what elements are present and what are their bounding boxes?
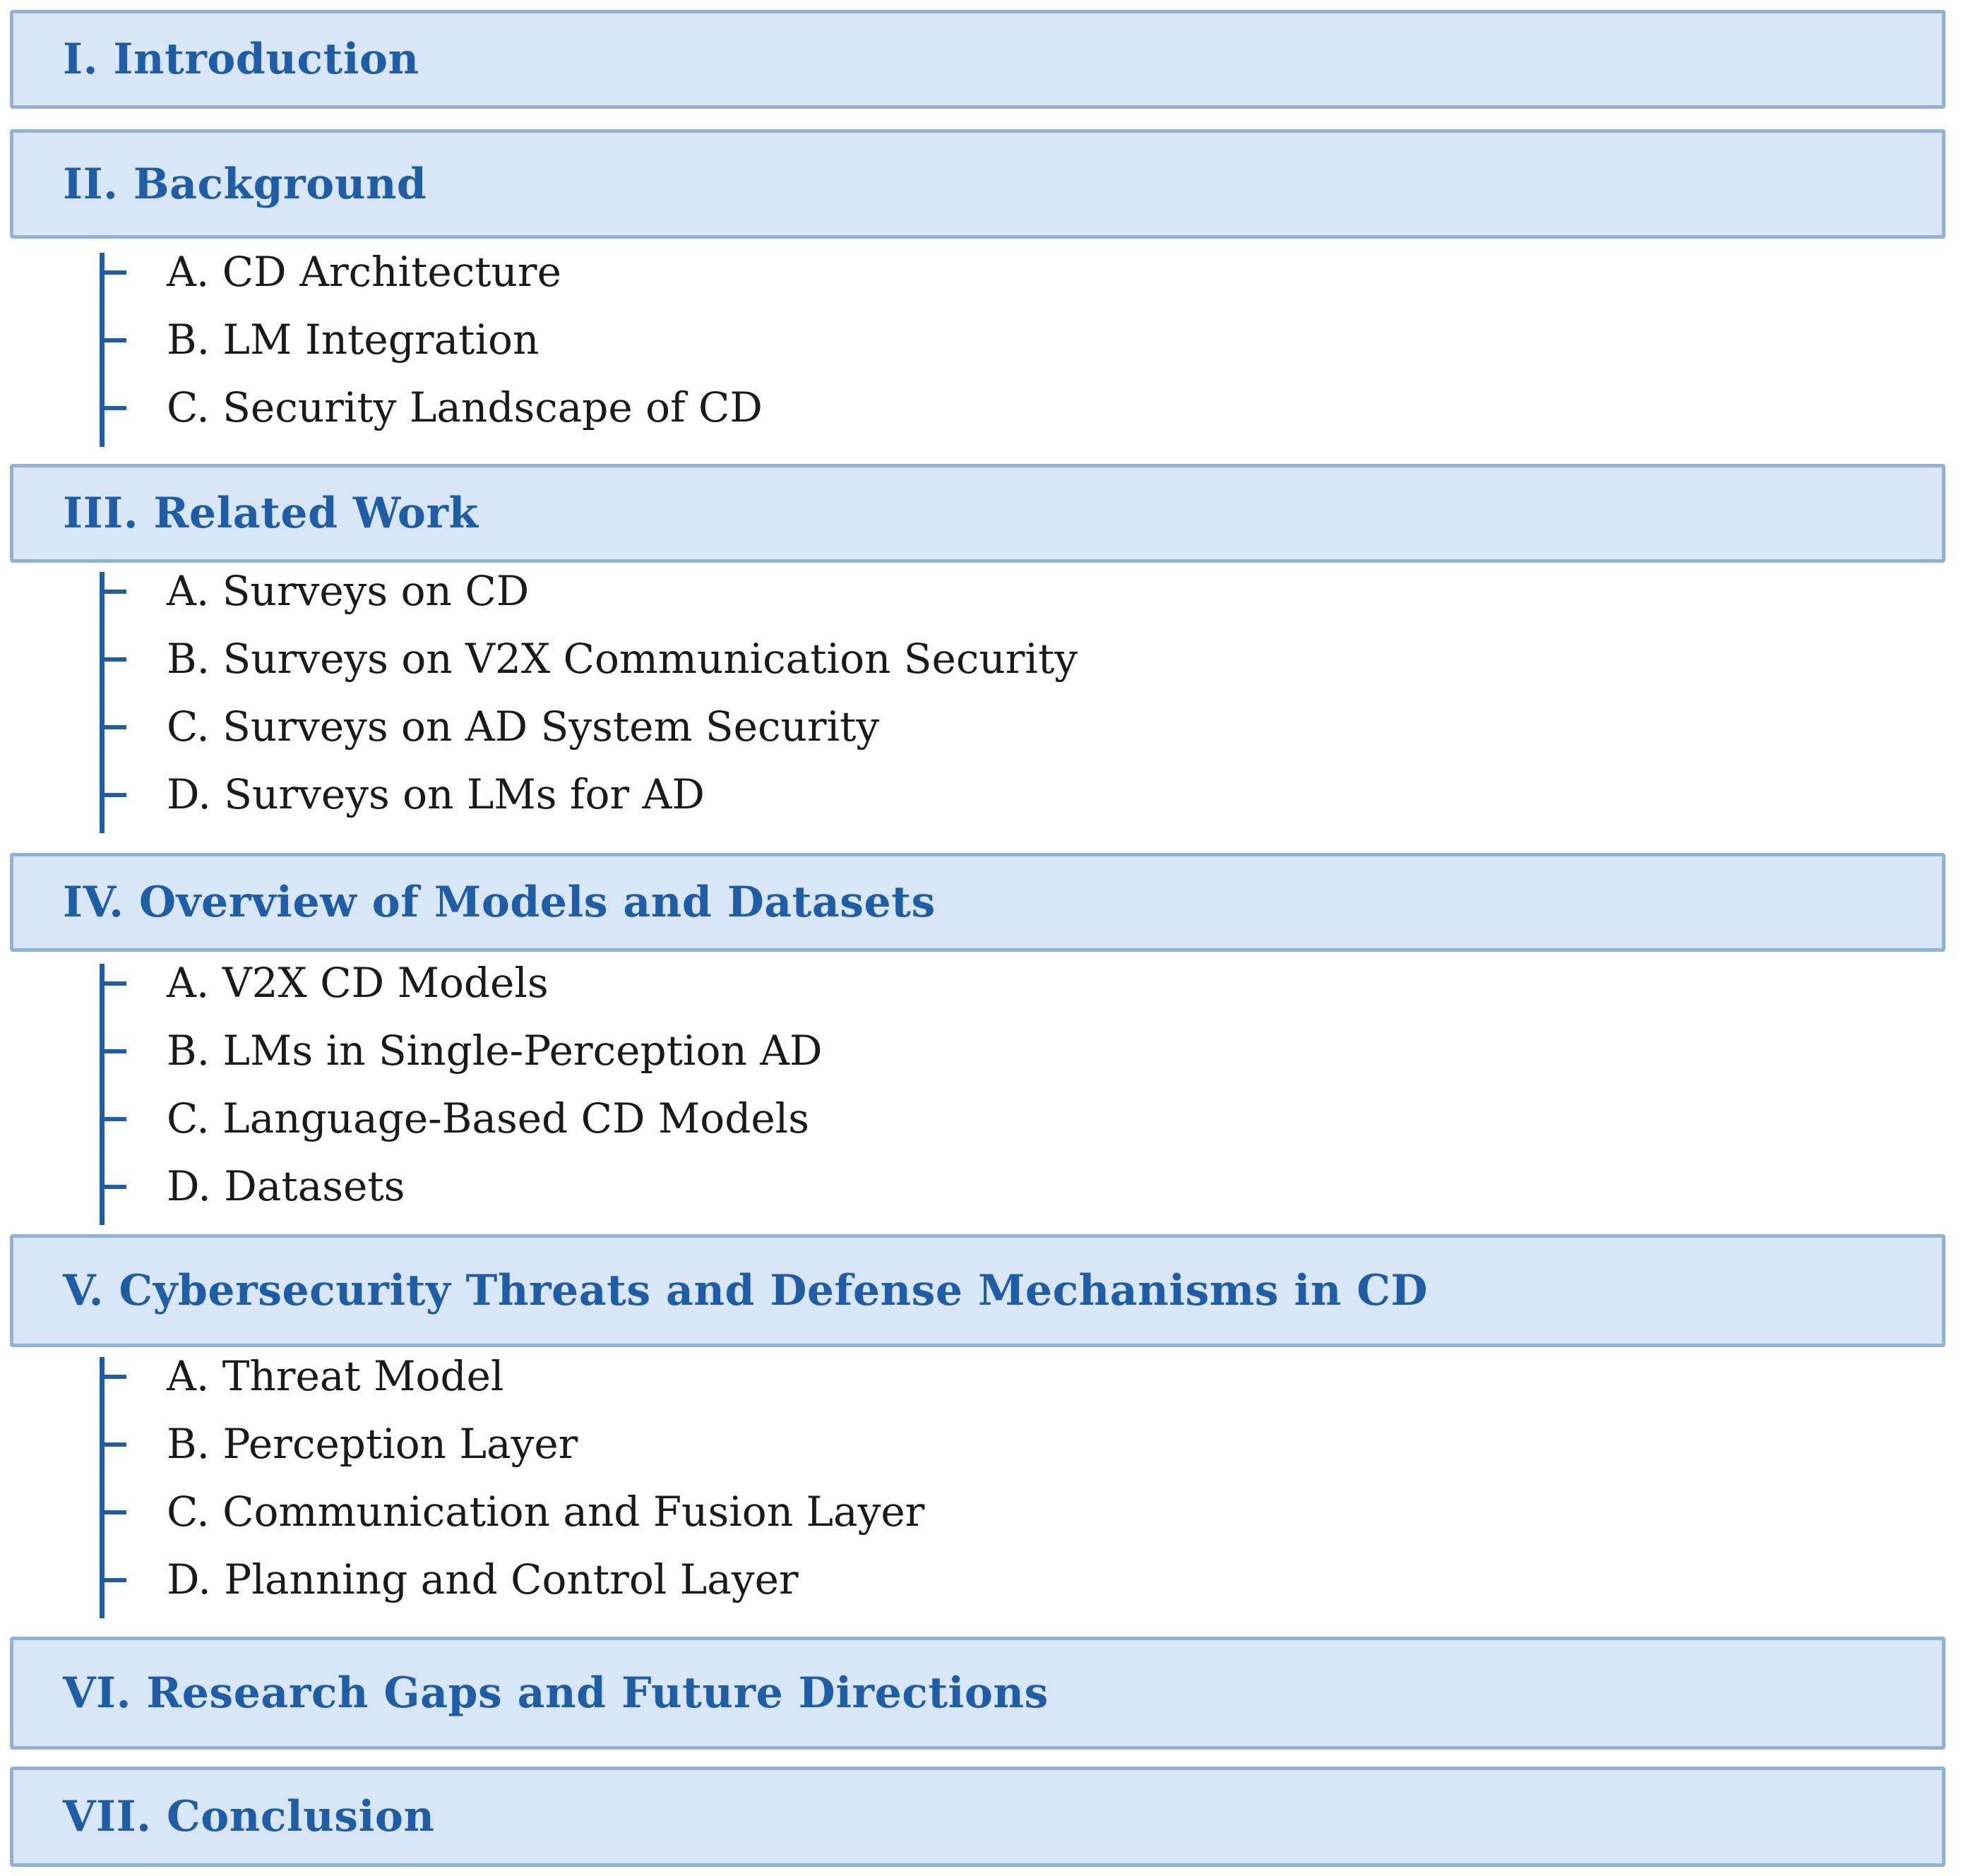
tree-branch xyxy=(100,338,126,342)
subsection-label: D. Surveys on LMs for AD xyxy=(167,770,705,818)
section-3-title: III. Related Work xyxy=(63,489,479,538)
section-4-box xyxy=(10,853,1945,952)
section-1-title: I. Introduction xyxy=(63,35,419,84)
subsection-label: B. Surveys on V2X Communication Security xyxy=(167,635,1078,683)
section-7-box xyxy=(10,1767,1945,1867)
tree-branch xyxy=(100,793,126,797)
tree-branch xyxy=(100,725,126,729)
section-2-title: II. Background xyxy=(63,159,427,209)
section-1-box xyxy=(10,10,1945,109)
list-item xyxy=(0,1085,1961,1153)
section-5-box xyxy=(10,1234,1945,1347)
list-item xyxy=(0,761,1961,829)
subsection-label: A. Surveys on CD xyxy=(167,567,530,615)
list-item xyxy=(0,1017,1961,1085)
tree-branch xyxy=(100,1442,126,1447)
section-5-subitems xyxy=(0,1343,1961,1639)
list-item xyxy=(0,306,1961,374)
section-3-box xyxy=(10,464,1945,563)
tree-branch xyxy=(100,1185,126,1189)
subsection-label: B. Perception Layer xyxy=(167,1420,578,1468)
list-item xyxy=(0,1343,1961,1411)
section-3-subitems xyxy=(0,558,1961,854)
list-item xyxy=(0,1153,1961,1221)
subsection-label: A. V2X CD Models xyxy=(167,959,549,1007)
subsection-label: B. LM Integration xyxy=(167,316,540,364)
subsection-label: C. Communication and Fusion Layer xyxy=(167,1488,925,1536)
subsection-label: D. Planning and Control Layer xyxy=(167,1555,799,1603)
list-item xyxy=(0,626,1961,693)
subsection-label: B. LMs in Single-Perception AD xyxy=(167,1027,823,1075)
section-2-subitems xyxy=(0,239,1961,465)
subsection-label: C. Security Landscape of CD xyxy=(167,383,763,431)
section-2-box xyxy=(10,129,1945,239)
section-6-box xyxy=(10,1637,1945,1750)
list-item xyxy=(0,558,1961,626)
tree-branch xyxy=(100,590,126,594)
list-item xyxy=(0,239,1961,306)
subsection-label: D. Datasets xyxy=(167,1162,405,1210)
subsection-label: C. Surveys on AD System Security xyxy=(167,703,880,751)
list-item xyxy=(0,693,1961,761)
subsection-label: C. Language-Based CD Models xyxy=(167,1094,809,1142)
section-4-title: IV. Overview of Models and Datasets xyxy=(63,878,936,927)
tree-branch xyxy=(100,981,126,986)
tree-branch xyxy=(100,1510,126,1514)
tree-branch xyxy=(100,1049,126,1053)
subsection-label: A. Threat Model xyxy=(167,1352,504,1400)
list-item xyxy=(0,1478,1961,1546)
tree-branch xyxy=(100,406,126,410)
list-item xyxy=(0,374,1961,442)
tree-branch xyxy=(100,1117,126,1121)
list-item xyxy=(0,1546,1961,1614)
section-5-title: V. Cybersecurity Threats and Defense Mechanisms in CD xyxy=(63,1266,1429,1315)
tree-branch xyxy=(100,270,126,275)
subsection-label: A. CD Architecture xyxy=(167,248,561,296)
tree-branch xyxy=(100,1578,126,1582)
list-item xyxy=(0,950,1961,1017)
list-item xyxy=(0,1411,1961,1478)
section-7-title: VII. Conclusion xyxy=(63,1792,435,1841)
tree-branch xyxy=(100,657,126,662)
section-4-subitems xyxy=(0,950,1961,1246)
tree-branch xyxy=(100,1375,126,1379)
section-6-title: VI. Research Gaps and Future Directions xyxy=(63,1668,1049,1718)
